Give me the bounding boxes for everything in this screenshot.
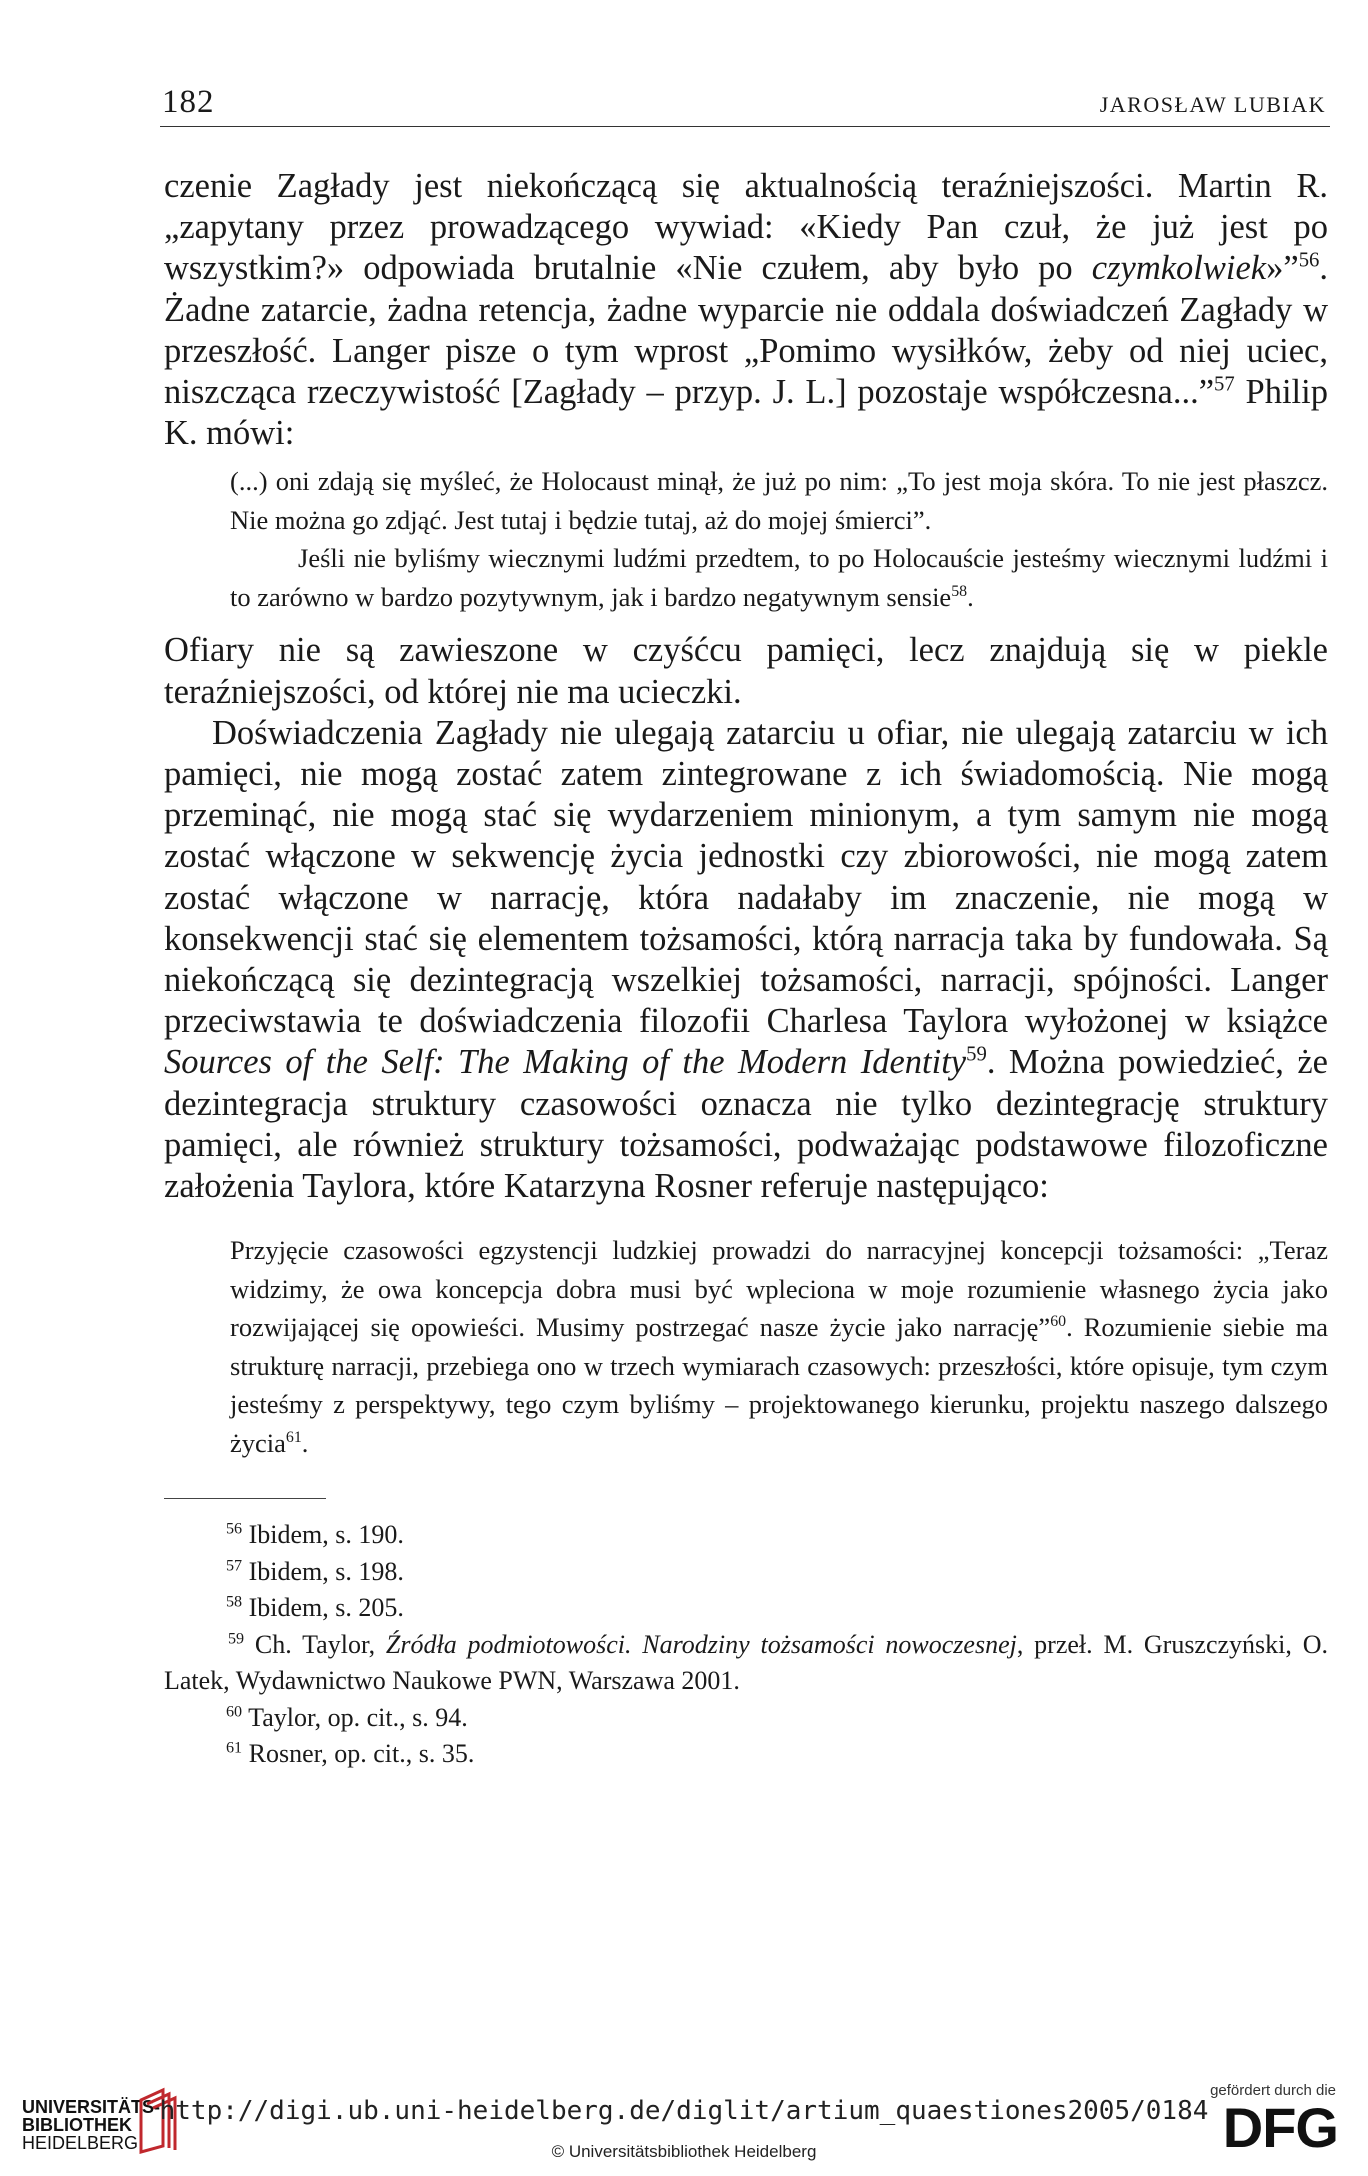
library-name-line: UNIVERSITÄTS- xyxy=(22,2097,161,2117)
footnote-ref: 57 xyxy=(1214,373,1235,396)
text-span: Przyjęcie czasowości egzystencji ludzkiej prowadzi do narracyjnej koncepcji tożsamości: „Teraz widzimy, że owa koncepcja dobra musi być wpleciona w moje rozumienie własnego życia jako rozwijającej się opowieści. Musimy postrzegać nasze życie jako narrację” xyxy=(230,1235,1328,1343)
footnote-number: 59 xyxy=(228,1630,245,1648)
footnote-ref: 56 xyxy=(1298,249,1320,272)
text-span: . xyxy=(301,1427,309,1458)
running-header xyxy=(160,78,1330,127)
footnote-61 xyxy=(164,1736,1328,1773)
italic-text: Sources of the Self: The Making of the Modern Identity xyxy=(164,1043,967,1082)
quote-paragraph xyxy=(230,539,1328,616)
block-quote-1 xyxy=(230,462,1328,616)
footnote-56 xyxy=(164,1517,1328,1554)
funding-note: gefördert durch die xyxy=(1210,2082,1336,2099)
block-quote-2 xyxy=(230,1231,1328,1462)
page-body xyxy=(164,166,1328,1773)
footnote-number: 58 xyxy=(226,1593,243,1611)
running-header-author: JAROSŁAW LUBIAK xyxy=(1099,92,1326,117)
text-span: . Żadne zatarcie, żadna retencja, żadne wyparcie nie oddala doświadczeń Zagłady w przeszłość. Langer pisze o tym wprost „Pomimo wysiłków, żeby od niej uciec, niszcząca rzeczywistość [Zagłady – przyp. J. L.] pozostaje współczesna...” xyxy=(164,249,1328,412)
footnote-57 xyxy=(164,1554,1328,1591)
text-span: Philip K. mówi: xyxy=(164,373,1328,453)
footnotes xyxy=(164,1517,1328,1773)
footnote-number: 61 xyxy=(226,1739,243,1757)
footnote-ref: 60 xyxy=(1050,1313,1067,1331)
text-span: czenie Zagłady jest niekończącą się aktualnością teraźniejszości. Martin R. „zapytany przez prowadzącego wywiad: «Kiedy Pan czuł, że już jest po wszystkim?» odpowiada brutalnie «Nie czułem, aby było po xyxy=(164,167,1328,288)
quote-paragraph xyxy=(230,1231,1328,1462)
footnote-text: , przeł. M. Gruszczyński, O. Latek, Wydawnictwo Naukowe PWN, Warszawa 2001. xyxy=(164,1629,1328,1696)
footnote-separator xyxy=(164,1498,326,1499)
library-name-line: HEIDELBERG xyxy=(22,2133,139,2153)
footnote-text: Ibidem, s. 198. xyxy=(242,1556,404,1586)
italic-text: Źródła podmiotowości. Narodziny tożsamości nowoczesnej xyxy=(385,1629,1017,1659)
page-number: 182 xyxy=(162,84,215,120)
library-name-line: BIBLIOTHEK xyxy=(22,2115,132,2135)
dfg-logo: DFG xyxy=(1222,2096,1338,2159)
digitization-footer xyxy=(0,2066,1368,2176)
footnote-ref: 58 xyxy=(951,583,968,601)
paragraph-3 xyxy=(164,713,1328,1207)
footnote-number: 57 xyxy=(226,1557,243,1575)
paragraph-2: Ofiary nie są zawieszone w czyśćcu pamięci, lecz znajdują się w piekle teraźniejszości, od której nie ma ucieczki. xyxy=(164,631,1328,711)
footnote-ref: 61 xyxy=(285,1428,302,1446)
source-url-link[interactable]: http://digi.ub.uni-heidelberg.de/diglit/artium_quaestiones2005/0184 xyxy=(159,2096,1209,2126)
paragraph-1 xyxy=(164,166,1328,454)
text-span: . Można powiedzieć, że dezintegracja struktury czasowości oznacza nie tylko dezintegrację struktury pamięci, ale również struktury tożsamości, podważając podstawowe filozoficzne założenia Taylora, które Katarzyna Rosner referuje następująco: xyxy=(164,1043,1328,1206)
text-span: . xyxy=(967,581,974,612)
text-span: Doświadczenia Zagłady nie ulegają zatarciu u ofiar, nie ulegają zatarciu w ich pamięci, nie mogą zostać zatem zintegrowane z ich świadomością. Nie mogą przeminąć, nie mogą stać się wydarzeniem minionym, a tym samym nie mogą zostać włączone w sekwencję życia jednostki czy zbiorowości, nie mogą zatem zostać włączone w narrację, która nadałaby im znaczenie, nie mogą w konsekwencji stać się elementem tożsamości, którą narracja taka by fundowała. Są niekończącą się dezintegracją wszelkiej tożsamości, narracji, spójności. Langer przeciwstawia te doświadczenia filozofii Charlesa Taylora wyłożonej w książce xyxy=(164,713,1328,1041)
footnote-number: 56 xyxy=(226,1520,243,1538)
footnote-number: 60 xyxy=(226,1703,243,1721)
text-span: »” xyxy=(1266,249,1299,288)
text-span: . Rozumienie siebie ma strukturę narracji, przebiega ono w trzech wymiarach czasowych: przeszłości, które opisuje, tym czym jesteśmy z perspektywy, tego czym byliśmy – projektowanego kierunku, projektu naszego dalszego życia xyxy=(230,1312,1328,1458)
footnote-58 xyxy=(164,1590,1328,1627)
copyright-notice: © Universitätsbibliothek Heidelberg xyxy=(551,2142,817,2161)
footnote-ref: 59 xyxy=(966,1043,987,1066)
italic-text: czymkolwiek xyxy=(1091,249,1267,288)
footnote-60 xyxy=(164,1700,1328,1737)
footnote-text: Ch. Taylor, xyxy=(244,1629,386,1659)
footnote-text: Ibidem, s. 205. xyxy=(242,1593,404,1623)
footnote-text: Ibidem, s. 190. xyxy=(242,1520,404,1550)
quote-paragraph: (...) oni zdają się myśleć, że Holocaust minął, że już po nim: „To jest moja skóra. To nie jest płaszcz. Nie można go zdjąć. Jest tutaj i będzie tutaj, aż do mojej śmierci”. xyxy=(230,466,1328,535)
text-span: Jeśli nie byliśmy wiecznymi ludźmi przedtem, to po Holocauście jesteśmy wiecznymi ludźmi i to zarówno w bardzo pozytywnym, jak i bardzo negatywnym sensie xyxy=(230,543,1328,612)
footnote-text: Taylor, op. cit., s. 94. xyxy=(242,1702,468,1732)
footnote-text: Rosner, op. cit., s. 35. xyxy=(242,1739,475,1769)
footnote-59 xyxy=(164,1627,1328,1700)
